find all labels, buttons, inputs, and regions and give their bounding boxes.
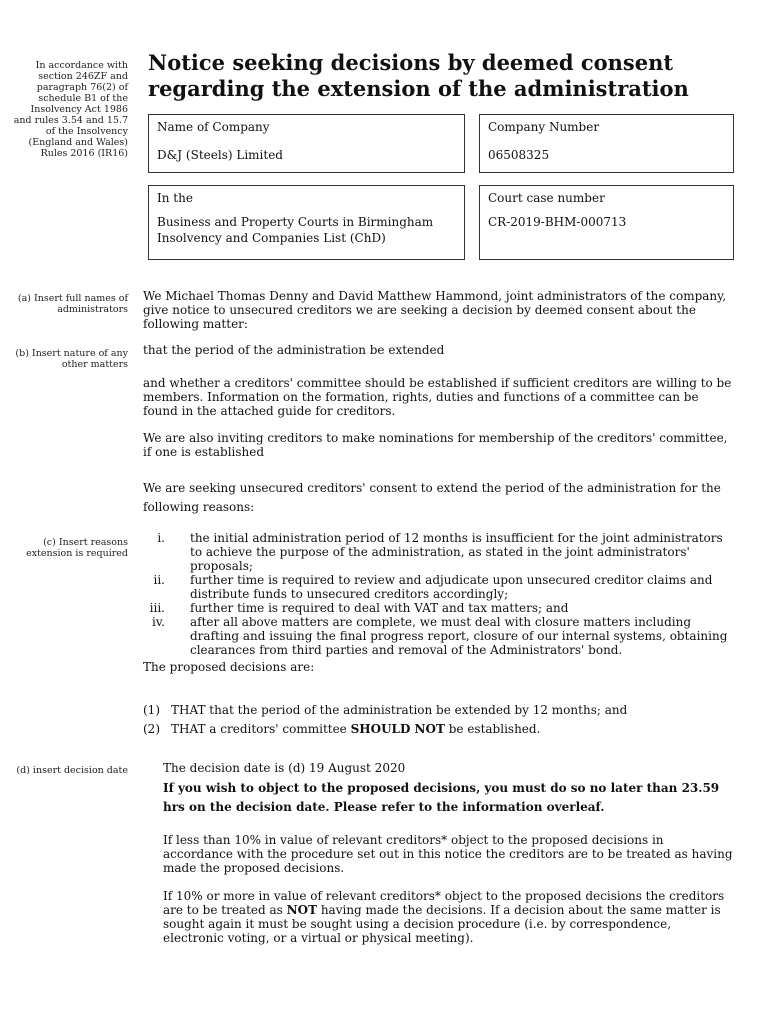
ten-percent-or-more-paragraph: If 10% or more in value of relevant creditors* object to the proposed decisions the creditors are to be treated as NOT having made the decisions. If a decision about the same matter is sought again it must be sought using a decision procedure (i.e. by correspondence, electronic voting, or a virtual or physical meeting). (163, 889, 725, 945)
company-name-value: D&J (Steels) Limited (157, 148, 283, 162)
court-case-value: CR-2019-BHM-000713 (488, 215, 627, 229)
list-item: iv. after all above matters are complete, we must deal with closure matters including drafting and issuing the final progress report, closure of our internal systems, obtaining clearances from third parties and removal of the Administrators' bond. (151, 615, 728, 657)
side-note-c: (c) Insert reasons extension is required (26, 537, 128, 559)
matter-paragraph: that the period of the administration be extended (143, 343, 445, 357)
list-item: ii. further time is required to review and adjudicate upon unsecured creditor claims and distribute funds to unsecured creditors accordingly; (153, 573, 713, 601)
company-name-label: Name of Company (157, 120, 270, 134)
side-note-a: (a) Insert full names of administrators (17, 293, 128, 315)
court-line-2: Insolvency and Companies List (ChD) (157, 231, 386, 245)
page-title: Notice seeking decisions by deemed consent regarding the extension of the administration (148, 50, 689, 101)
decision-date: The decision date is (d) 19 August 2020 (163, 761, 406, 775)
objection-deadline: If you wish to object to the proposed decisions, you must do so no later than 23.59 hrs on the decision date. Please refer to the information overleaf. (163, 781, 720, 814)
intro-paragraph: We Michael Thomas Denny and David Matthew Hammond, joint administrators of the company, give notice to unsecured creditors we are seeking a decision by deemed consent about the following matter: (143, 289, 727, 331)
statutory-reference-note: In accordance with section 246ZF and paragraph 76(2) of schedule B1 of the Insolvency Act 1986 and rules 3.54 and 15.7 of the Insolvency (England and Wales) Rules 2016 (IR16) (13, 60, 128, 159)
side-note-d: (d) insert decision date (16, 765, 128, 776)
court-case-box (479, 185, 734, 260)
court-label: In the (157, 191, 193, 205)
court-line-1: Business and Property Courts in Birmingham (157, 215, 434, 229)
nominations-paragraph: We are also inviting creditors to make nominations for membership of the creditors' committee, if one is established (143, 431, 728, 459)
reasons-list (143, 531, 733, 657)
list-item: iii. further time is required to deal with VAT and tax matters; and (149, 601, 569, 615)
side-note-b: (b) Insert nature of any other matters (15, 348, 128, 370)
company-name-box (148, 114, 465, 173)
court-box (148, 185, 465, 260)
committee-paragraph: and whether a creditors' committee should be established if sufficient creditors are willing to be members. Information on the formation, rights, duties and functions of a committee can be found in the attached guide for creditors. (143, 376, 732, 418)
decision-1: (1) THAT that the period of the administration be extended by 12 months; and (143, 703, 628, 717)
company-number-box (479, 114, 734, 173)
list-item: i. the initial administration period of 12 months is insufficient for the joint administrators to achieve the purpose of the administration, as stated in the joint administrators' proposals; (157, 531, 723, 573)
proposed-decisions-heading: The proposed decisions are: (143, 660, 315, 674)
less-than-ten-percent-paragraph: If less than 10% in value of relevant creditors* object to the proposed decisions in accordance with the procedure set out in this notice the creditors are to be treated as having made the proposed decisions. (163, 833, 733, 875)
seeking-line-1: We are seeking unsecured creditors' consent to extend the period of the administration for the (143, 481, 721, 495)
company-number-label: Company Number (488, 120, 600, 134)
court-case-label: Court case number (488, 191, 605, 205)
decisions-list (143, 703, 733, 741)
seeking-paragraph (143, 479, 733, 517)
company-number-value: 06508325 (488, 148, 550, 162)
seeking-line-2: following reasons: (143, 500, 255, 514)
decision-2: (2) THAT a creditors' committee SHOULD NOT be established. (143, 722, 541, 736)
